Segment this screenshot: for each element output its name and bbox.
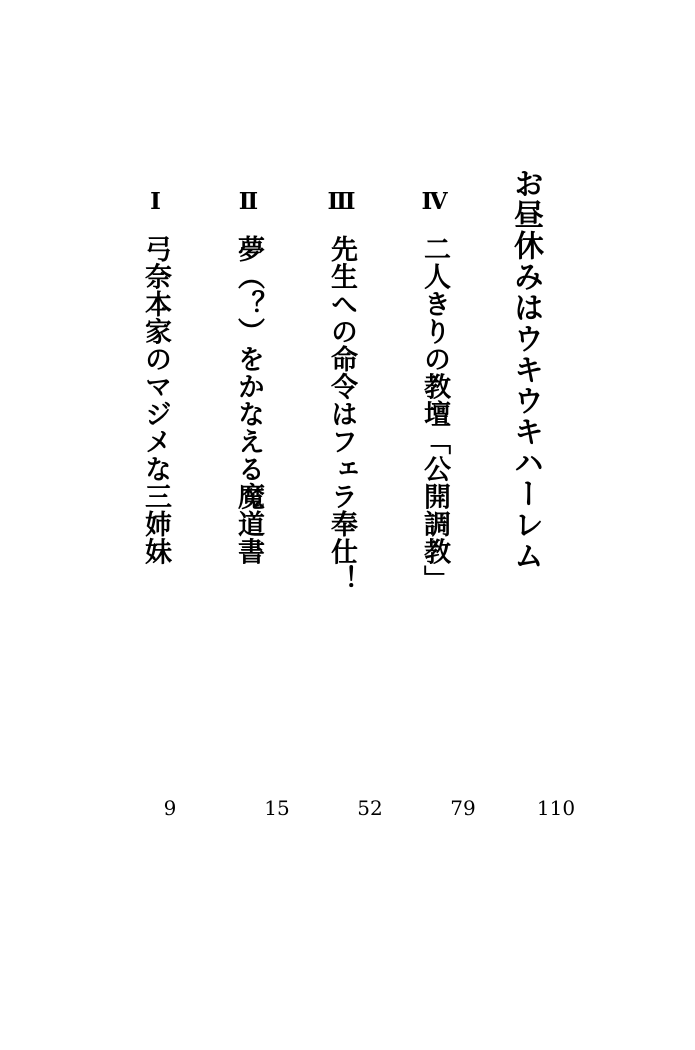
toc-entry-numeral: Ⅲ [328,188,355,215]
toc-entry-1 [142,188,169,565]
toc-entry-title: 夢（？）をかなえる魔道書 [233,235,264,565]
toc-entry-title: 弓奈本家のマジメな三姉妹 [140,235,171,565]
toc-entry-numeral: Ⅱ [235,188,262,215]
toc-entry-numeral: Ⅳ [421,188,448,215]
toc-entry-title: 二人きりの教壇「公開調教」 [419,235,450,593]
toc-title: お昼休みはウキウキハーレム [508,168,543,571]
toc-page-number: 79 [450,796,476,820]
toc-page-number: 52 [357,796,383,820]
toc-entry-2 [235,188,262,565]
toc-page-number: 15 [264,796,290,820]
toc-page-number: 9 [163,796,177,820]
toc-entry-3 [328,188,355,593]
toc-page-numbers [0,796,695,820]
toc-entry-title: 先生への命令はフェラ奉仕！ [326,235,357,593]
toc-page-number: 110 [536,796,576,820]
toc-entry-numeral: Ⅰ [142,188,169,215]
toc-entry-4 [421,188,448,593]
